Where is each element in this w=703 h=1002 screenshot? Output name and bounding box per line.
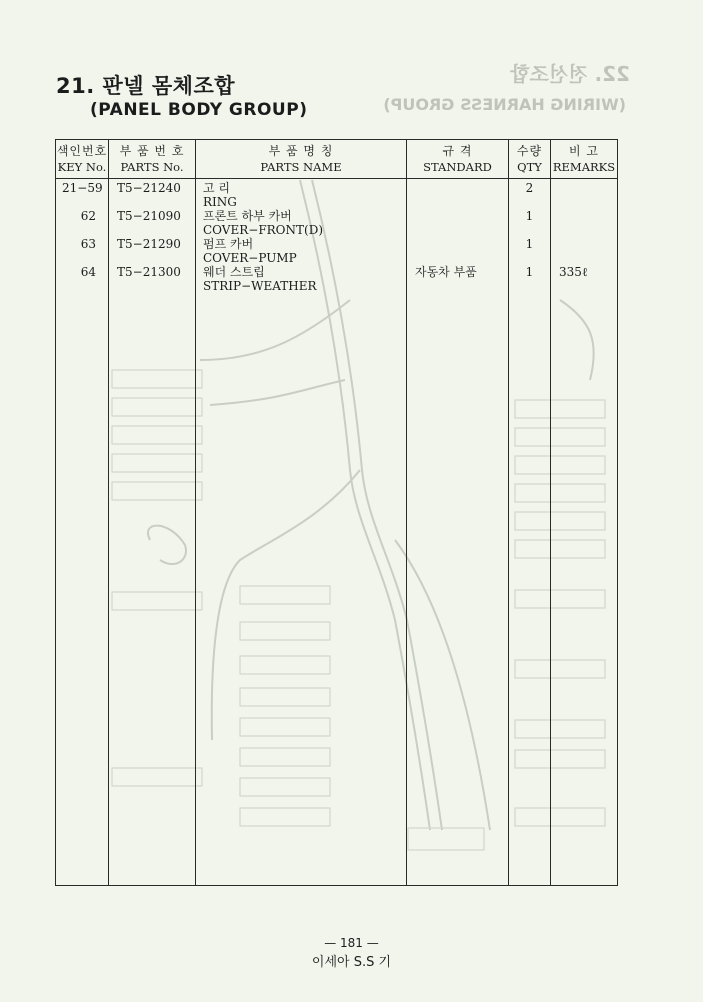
show-through-title: 22. 전선조합 (WIRING HARNESS GROUP) [383,62,630,114]
part-name-english: COVER−FRONT(D) [203,223,324,237]
part-number: T5−21240 [117,181,181,195]
standard-column [407,179,509,886]
header-qty: 수량 QTY [509,140,551,179]
part-number: T5−21090 [117,209,181,223]
parts-no-column [109,179,196,886]
part-number: T5−21290 [117,237,181,251]
key-no: 63 [80,237,96,251]
key-no: 62 [80,209,96,223]
header-parts-name: 부 품 명 칭 PARTS NAME [196,140,407,179]
header-key-no: 색인번호 KEY No. [56,140,109,179]
table-header-row [56,140,618,179]
quantity: 1 [525,237,534,251]
quantity: 1 [525,265,534,279]
key-no: 64 [80,265,96,279]
part-name-english: COVER−PUMP [203,251,297,265]
part-name-english: RING [203,195,237,209]
parts-table [55,139,618,886]
page-title-english: (PANEL BODY GROUP) [90,100,308,120]
quantity: 2 [525,181,534,195]
header-standard: 규 격 STANDARD [407,140,509,179]
remarks-value: 335ℓ [559,265,588,279]
part-name-korean: 펌프 카버 [203,237,254,251]
part-name-korean: 고 리 [203,181,230,195]
key-no-column [56,179,109,886]
part-name-korean: 웨더 스트립 [203,265,265,279]
page-title-korean: 21. 판넬 몸체조합 [56,74,236,98]
key-no: 21−59 [62,181,103,195]
header-remarks: 비 고 REMARKS [551,140,618,179]
page-number: — 181 — [324,936,379,950]
standard-value: 자동차 부품 [415,265,477,279]
table-body [56,179,618,886]
part-number: T5−21300 [117,265,181,279]
part-name-korean: 프론트 하부 카버 [203,209,292,223]
remarks-column [551,179,618,886]
company-name: 이세아 S.S 기 [311,955,392,970]
qty-column [509,179,551,886]
part-name-english: STRIP−WEATHER [203,279,317,293]
parts-name-column [196,179,407,886]
header-parts-no: 부 품 번 호 PARTS No. [109,140,196,179]
quantity: 1 [525,209,534,223]
